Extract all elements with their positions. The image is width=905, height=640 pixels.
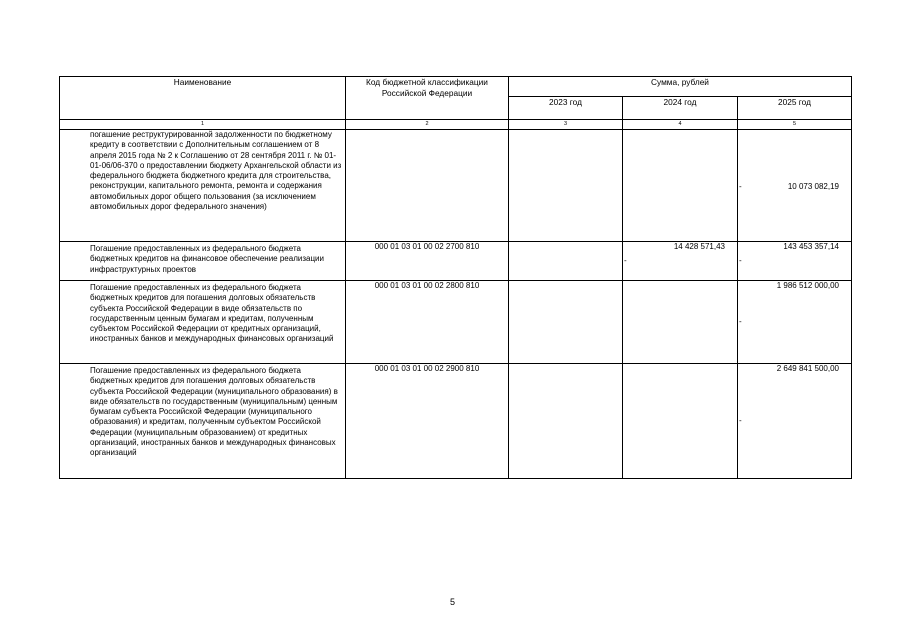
row-amount-2023 bbox=[509, 242, 623, 281]
table-row bbox=[60, 130, 852, 242]
header-year-2024: 2024 год bbox=[623, 97, 738, 120]
table-row bbox=[60, 364, 852, 479]
row-amount-2023 bbox=[509, 364, 623, 479]
amount-dash: - bbox=[739, 316, 742, 326]
amount-dash: - bbox=[739, 415, 742, 425]
row-amount-2024 bbox=[623, 130, 738, 242]
row-amount-2025 bbox=[738, 130, 852, 242]
header-code bbox=[346, 77, 509, 120]
header-code-text: Код бюджетной классификации Российской Федерации bbox=[366, 77, 488, 98]
header-sum: Сумма, рублей bbox=[509, 77, 852, 97]
amount-value: 10 073 082,19 bbox=[787, 182, 839, 191]
row-amount-2025 bbox=[738, 242, 852, 281]
amount-value: 1 986 512 000,00 bbox=[776, 281, 839, 290]
row-amount-2024 bbox=[623, 242, 738, 281]
budget-table bbox=[59, 76, 852, 479]
row-amount-2023 bbox=[509, 281, 623, 364]
row-amount-2024 bbox=[623, 281, 738, 364]
row-code: 000 01 03 01 00 02 2900 810 bbox=[346, 364, 509, 479]
row-name: Погашение предоставленных из федерального бюджета бюджетных кредитов на финансовое обеспечение реализации инфраструктурных проектов bbox=[60, 242, 346, 281]
row-amount-2023 bbox=[509, 130, 623, 242]
row-code bbox=[346, 130, 509, 242]
header-name: Наименование bbox=[60, 77, 346, 120]
col-number-5: 5 bbox=[738, 120, 852, 130]
row-amount-2025 bbox=[738, 281, 852, 364]
row-code: 000 01 03 01 00 02 2800 810 bbox=[346, 281, 509, 364]
table-row bbox=[60, 242, 852, 281]
amount-dash: - bbox=[739, 255, 742, 265]
row-name: Погашение предоставленных из федерального бюджета бюджетных кредитов для погашения долговых обязательств субъекта Российской Федерации в виде обязательств по государственным ценным бумагам и кредитам, полученным субъектом Российской Федерации от кредитных организаций, иностранных банков и международных финансовых организаций bbox=[60, 281, 346, 364]
row-amount-2024 bbox=[623, 364, 738, 479]
table-row bbox=[60, 281, 852, 364]
header-year-2023: 2023 год bbox=[509, 97, 623, 120]
amount-value: 143 453 357,14 bbox=[783, 242, 839, 251]
col-number-3: 3 bbox=[509, 120, 623, 130]
row-name: погашение реструктурированной задолженности по бюджетному кредиту в соответствии с Дополнительным соглашением от 8 апреля 2015 года № 2 к Соглашению от 28 сентября 2011 г. № 01-01-06/06-370 о предоставлении бюджету Архангельской области из федерального бюджета бюджетного кредита для строительства, реконструкции, капитального ремонта, ремонта и содержания автомобильных дорог общего пользования (за исключением автомобильных дорог федерального значения) bbox=[60, 130, 346, 242]
page-number: 5 bbox=[449, 597, 455, 607]
header-year-2025: 2025 год bbox=[738, 97, 852, 120]
amount-value: 14 428 571,43 bbox=[673, 242, 725, 251]
amount-dash: - bbox=[739, 181, 742, 191]
col-number-2: 2 bbox=[346, 120, 509, 130]
row-code: 000 01 03 01 00 02 2700 810 bbox=[346, 242, 509, 281]
amount-dash: - bbox=[624, 255, 627, 265]
row-name: Погашение предоставленных из федерального бюджета бюджетных кредитов для погашения долговых обязательств субъекта Российской Федерации (муниципального образования) в виде обязательств по государственным (муниципальным) ценным бумагам субъекта Российской Федерации (муниципального образования) и кредитам, полученным субъектом Российской Федерации (муниципальным образованием) от кредитных организаций, иностранных банков и международных финансовых организаций bbox=[60, 364, 346, 479]
col-number-1: 1 bbox=[60, 120, 346, 130]
col-number-4: 4 bbox=[623, 120, 738, 130]
amount-value: 2 649 841 500,00 bbox=[776, 364, 839, 373]
row-amount-2025 bbox=[738, 364, 852, 479]
